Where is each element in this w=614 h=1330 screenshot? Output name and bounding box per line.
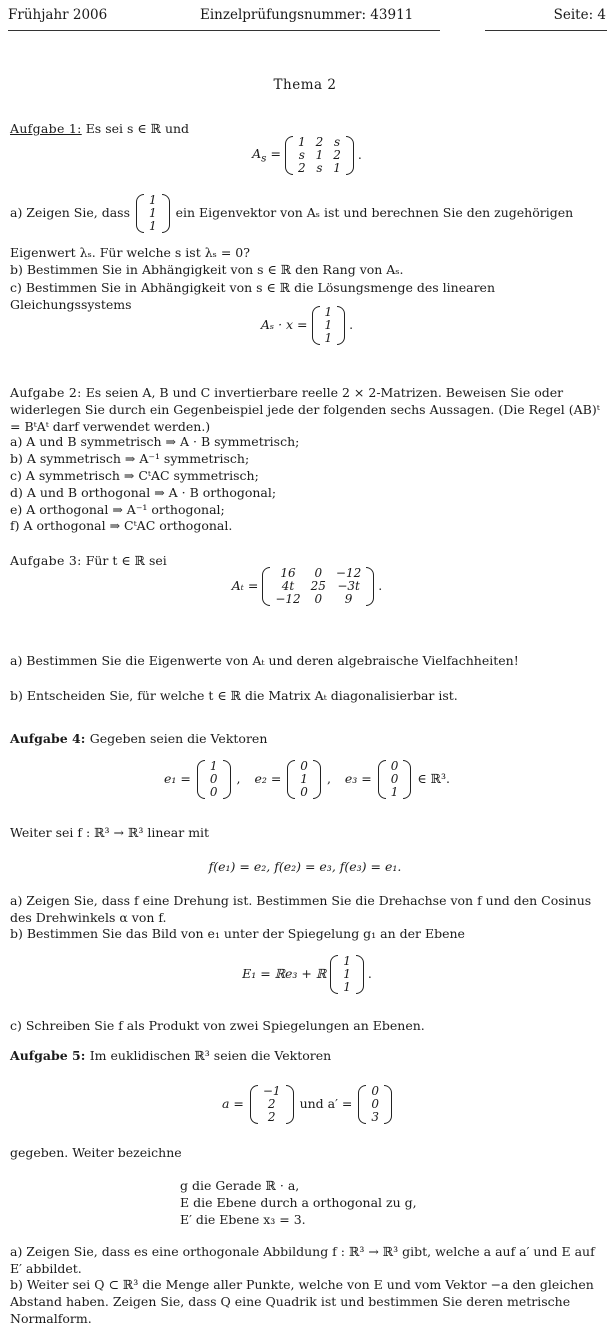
in-r3: ∈ ℝ³. [417, 771, 450, 787]
header-rule-right [485, 30, 607, 31]
task-2-item: e) A orthogonal ⇒ A⁻¹ orthogonal; [10, 501, 225, 517]
task-4c: c) Schreiben Sie f als Produkt von zwei Spiegelungen an Ebenen. [10, 1018, 425, 1033]
task-4-fmap: f(e₁) = e₂, f(e₂) = e₃, f(e₃) = e₁. [208, 859, 402, 874]
plane-E1-vector [330, 955, 364, 994]
matrix-At-cell: 0 [314, 566, 323, 580]
header-date: Frühjahr 2006 [8, 7, 108, 23]
task-3-title: Aufgabe 3: [10, 553, 82, 568]
vector-aprime [358, 1085, 392, 1124]
matrix-At-cell: 4t [281, 579, 295, 593]
system-rhs-vector-cell: 1 [324, 305, 333, 319]
vector-e3-cell: 0 [390, 759, 399, 773]
vector-aprime-cell: 0 [371, 1097, 380, 1111]
task-3a: a) Bestimmen Sie die Eigenwerte von Aₜ und deren algebraische Vielfachheiten! [10, 653, 519, 668]
matrix-At-cell: 16 [280, 566, 296, 580]
task-4-vectors: e₁ = 1 0 0 , e₂ = 0 1 0 , e₃ = 0 0 1 ∈ ℝ³. [164, 759, 450, 799]
task-5-intro [10, 1048, 600, 1065]
vector-ones [136, 194, 170, 233]
task-2-item: b) A symmetrisch ⇒ A⁻¹ symmetrisch; [10, 450, 250, 466]
matrix-As-cell: 1 [297, 135, 306, 149]
vector-a-cell: −1 [262, 1084, 281, 1098]
task-2-item: d) A und B orthogonal ⇒ A · B orthogonal; [10, 484, 277, 500]
task-4-title: Aufgabe 4: [10, 731, 86, 746]
system-rhs-vector-cell: 1 [324, 318, 333, 332]
matrix-lhs: $A_s$ = [252, 145, 281, 165]
task-5-vectors [0, 1085, 614, 1124]
matrix-At [262, 567, 374, 606]
plane-E1: E₁ = ℝe₃ + ℝ [242, 966, 327, 982]
matrix-As-cell: 1 [333, 161, 341, 175]
task-4-plane: E₁ = ℝe₃ + ℝ 1 1 1 . [242, 954, 372, 994]
vector-e3-cell: 1 [390, 785, 399, 799]
matrix-As-cell: s [333, 135, 341, 149]
e3-label: e₃ = [344, 771, 372, 787]
task-1a-pre: a) Zeigen Sie, dass [10, 205, 130, 221]
task-5a: a) Zeigen Sie, dass es eine orthogonale Abbildung f : ℝ³ → ℝ³ gibt, welche a auf a′ und E auf E′ abbildet. [10, 1244, 595, 1276]
vector-e2-cell: 1 [300, 772, 308, 786]
task-4-intro [10, 731, 600, 748]
task-5-gegeben: gegeben. Weiter bezeichne [10, 1145, 182, 1160]
vector-ones-cell: 1 [149, 193, 157, 207]
task-5-definition: E′ die Ebene x₃ = 3. [180, 1211, 306, 1227]
plane-E1-vector-cell: 1 [343, 967, 351, 981]
matrix-As-cell: s [316, 161, 323, 175]
task-1a [10, 194, 600, 233]
task-1a-line2: Eigenwert λₛ. Für welche s ist λₛ = 0? [10, 245, 250, 260]
task-5-title: Aufgabe 5: [10, 1048, 86, 1063]
matrix-As-cell: 1 [315, 148, 324, 162]
task-5b: b) Weiter sei Q ⊂ ℝ³ die Menge aller Punkte, welche von E und vom Vektor −a den gleichen Abstand haben. Zeigen Sie, dass Q eine Quadrik ist und bestimmen Sie deren metrische Normalform. [10, 1277, 594, 1326]
vector-e2-cell: 0 [300, 759, 308, 773]
task-4a: a) Zeigen Sie, dass f eine Drehung ist. Bestimmen Sie die Drehachse von f und den Cosinus des Drehwinkels α von f. [10, 893, 592, 925]
vector-e1-cell: 0 [209, 785, 218, 799]
vector-a-cell: 2 [267, 1097, 276, 1111]
task-1-title: Aufgabe 1: [10, 121, 82, 136]
task-3-intro-text: Für t ∈ ℝ sei [85, 553, 167, 568]
task-2-text [10, 385, 600, 436]
header-exam-number: Einzelprüfungsnummer: 43911 [200, 7, 414, 23]
task-1a-post: ein Eigenvektor von Aₛ ist und berechnen Sie den zugehörigen [175, 205, 574, 221]
matrix-At-cell: 0 [314, 592, 323, 606]
matrix-As [285, 136, 354, 175]
task-1b: b) Bestimmen Sie in Abhängigkeit von s ∈ ℝ den Rang von Aₛ. [10, 262, 404, 277]
vector-e1-cell: 0 [209, 772, 218, 786]
vector-a-cell: 2 [267, 1110, 276, 1124]
matrix-As-cell: 2 [315, 135, 324, 149]
plane-E1-vector-cell: 1 [343, 980, 351, 994]
system-lhs: Aₛ · x = [260, 317, 308, 333]
task-3-matrix-def: Aₜ = 16 0 −12 4t 25 −3t −12 0 9 . [231, 566, 383, 606]
vector-ones-cell: 1 [149, 206, 157, 220]
vector-e1 [197, 760, 231, 799]
matrix-At-cell: −12 [335, 566, 362, 580]
system-rhs-vector [312, 306, 346, 345]
task-4b: b) Bestimmen Sie das Bild von e₁ unter der Spiegelung g₁ an der Ebene [10, 926, 465, 941]
vector-e2 [287, 760, 321, 799]
task-4-weiter: Weiter sei f : ℝ³ → ℝ³ linear mit [10, 825, 210, 840]
vector-aprime-cell: 0 [371, 1084, 380, 1098]
header-page: Seite: 4 [553, 7, 606, 23]
system-rhs-vector-cell: 1 [324, 331, 333, 345]
header-rule-left [8, 30, 440, 31]
task-2-body: Es seien A, B und C invertierbare reelle 2 × 2-Matrizen. Beweisen Sie oder widerlegen Sie durch ein Gegenbeispiel jede der folgenden sechs Aussagen. (Die Regel (AB)ᵗ = BᵗAᵗ darf verwendet werden.) [10, 385, 600, 434]
task-2-item: f) A orthogonal ⇒ CᵗAC orthogonal. [10, 518, 233, 534]
task-1-system: Aₛ · x = 1 1 1 . [260, 305, 354, 345]
vector-e2-cell: 0 [300, 785, 308, 799]
task-5-intro-text: Im euklidischen ℝ³ seien die Vektoren [89, 1048, 332, 1063]
vector-e3 [378, 760, 412, 799]
vector-a [250, 1085, 294, 1124]
vector-a-label: a = [221, 1096, 244, 1112]
matrix-As-cell: s [298, 148, 305, 162]
task-1-intro-text: Es sei s ∈ ℝ und [85, 121, 190, 136]
vector-ones-cell: 1 [149, 219, 157, 233]
matrix-As-cell: 2 [333, 148, 341, 162]
task-1-matrix-def: $A_s$ = 1 2 s s 1 2 2 s 1 . [252, 135, 362, 175]
vector-aprime-cell: 3 [371, 1110, 380, 1124]
matrix-At-cell: 9 [344, 592, 353, 606]
vector-e1-cell: 1 [209, 759, 218, 773]
vector-aprime-label: und a′ = [299, 1096, 353, 1112]
task-5-definition: E die Ebene durch a orthogonal zu g, [180, 1194, 417, 1210]
matrix-As-cell: 2 [297, 161, 306, 175]
e1-label: e₁ = [164, 771, 191, 787]
e2-label: e₂ = [254, 771, 282, 787]
matrix-At-cell: −12 [275, 592, 301, 606]
vector-e3-cell: 0 [390, 772, 399, 786]
task-2-item: c) A symmetrisch ⇒ CᵗAC symmetrisch; [10, 467, 259, 483]
matrix-At-cell: −3t [337, 579, 360, 593]
task-2-item: a) A und B symmetrisch ⇒ A · B symmetrisch; [10, 434, 300, 449]
plane-E1-vector-cell: 1 [343, 954, 351, 968]
page-header [0, 6, 614, 24]
task-2-list [10, 434, 600, 535]
task-4-intro-text: Gegeben seien die Vektoren [89, 731, 268, 746]
task-1c: c) Bestimmen Sie in Abhängigkeit von s ∈ ℝ die Lösungsmenge des linearen Gleichungssystems [10, 280, 495, 312]
section-title: Thema 2 [273, 77, 337, 93]
task-5-definition: g die Gerade ℝ · a, [180, 1178, 300, 1193]
matrix-At-lhs: Aₜ = [231, 578, 259, 594]
task-2-title: Aufgabe 2: [10, 385, 82, 400]
task-3b: b) Entscheiden Sie, für welche t ∈ ℝ die Matrix Aₜ diagonalisierbar ist. [10, 688, 458, 703]
matrix-At-cell: 25 [310, 579, 326, 593]
task-5-definitions [180, 1178, 600, 1229]
